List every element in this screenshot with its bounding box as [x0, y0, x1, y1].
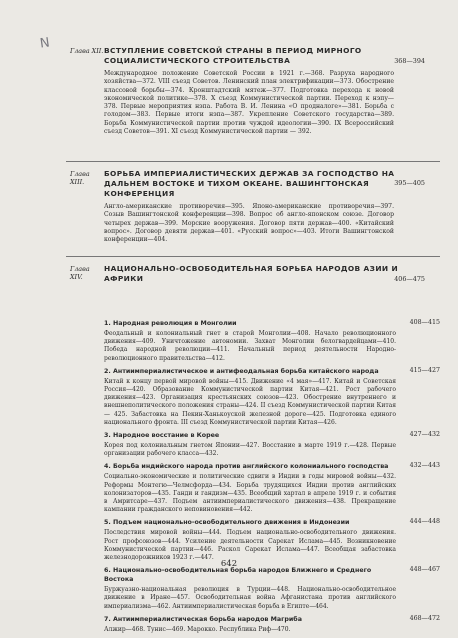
section-summary: Алжир—468. Тунис—469. Марокко. Республика Риф—470. [104, 625, 291, 633]
section-pages: 408—415 [409, 319, 440, 326]
chapter-14 [70, 264, 425, 284]
section-title: 6. Национально-освободительная борьба народов Ближнего и Среднего Востока [104, 567, 372, 584]
section-item [70, 518, 440, 562]
chapter-label: Глава XIV. [70, 265, 90, 281]
section-summary: Последствия мировой войны—444. Подъем национально-освободительного движения. Рост профсоюзов—444. Усиление деятельности Сарекат Ислама—445. Возникновение Коммунистической партии—446. Раскол Сарекат Ислама—447. Всеобщая забастовка железнодорожников 1923 г.—447. [104, 529, 396, 562]
chapter-label: Глава XII. [70, 47, 104, 55]
chapter-12 [70, 46, 425, 136]
section-title: 4. Борьба индийского народа против английского колониального господства [104, 463, 389, 471]
section-summary: Социально-экономические и политические сдвиги в Индии в годы мировой войны—432. Реформы Монтегю—Челмсфорда—434. Борьба трудящихся Индии против английских колонизаторов—435. Ганди и гандизм—435. Всеобщий хартал в апреле 1919 г. и события в Амритсаре—437. Подъем антиимпериалистического движения—438. Прекращение кампании гражданского неповиновения—442. [104, 473, 396, 514]
section-pages: 427—432 [409, 431, 440, 439]
section-title: 1. Народная революция в Монголии [104, 320, 237, 327]
section-title: 3. Народное восстание в Корее [104, 432, 220, 440]
section-summary: Буржуазно-национальная революция в Турции—448. Национально-освободительное движение в Иране—457. Освободительная война Афганистана против английского империализма—462. Антиимпериалистическая борьба в Египте—464. [104, 586, 396, 610]
chapter-label: Глава XIII. [70, 170, 90, 186]
section-title: 5. Подъем национально-освободительного движения в Индонезии [104, 519, 350, 527]
chapter-13 [70, 169, 425, 244]
chapter-title: ВСТУПЛЕНИЕ СОВЕТСКОЙ СТРАНЫ В ПЕРИОД МИРНОГО СОЦИАЛИСТИЧЕСКОГО СТРОИТЕЛЬСТВА [104, 46, 362, 65]
section-pages: 468—472 [409, 614, 440, 622]
page-number: 642 [220, 559, 238, 569]
section-item [70, 566, 440, 611]
chapter-summary: Международное положение Советской России в 1921 г.—368. Разруха народного хозяйства—372. VIII съезд Советов. Ленинский план электрификации—373. Обострение классовой борьбы—374. Кронштадтский мятеж—377. Подготовка перехода к новой экономической политике—378. X съезд Коммунистической партии. Переход к нэпу—378. Первые мероприятия нэпа. Работа В. И. Ленина «О продналоге»—381. Борьба с голодом—383. Первые итоги нэпа—387. Укрепление Советского государства—389. Борьба Коммунистической партии против чуждой идеологии—390. IX Всероссийский съезд Советов—391. XI съезд Коммунистической партии — 392. [104, 70, 394, 136]
chapter-pages: 406—475 [394, 275, 425, 283]
pencil-mark: Ν [39, 35, 51, 52]
divider [66, 161, 440, 162]
section-pages: 444—448 [409, 518, 440, 526]
section-item [70, 462, 440, 514]
section-title: 7. Антиимпериалистическая борьба народов Магриба [104, 615, 302, 623]
section-pages: 415—427 [409, 366, 440, 374]
section-pages: 448—467 [409, 566, 440, 574]
section-pages: 432—443 [409, 462, 440, 470]
chapter-summary: Англо-американские противоречия—395. Японо-американские противоречия—397. Созыв Вашингтонской конференции—398. Вопрос об англо-японском союзе. Договор четырех держав—399. Морские вооружения. Договор пяти держав—400. «Китайский вопрос». Договор девяти держав—401. «Русский вопрос»—403. Итоги Вашингтонской конференции—404. [104, 203, 394, 244]
section-item [70, 615, 440, 634]
divider [66, 256, 440, 257]
section-list [70, 319, 440, 638]
section-item [70, 431, 440, 458]
chapter-title: БОРЬБА ИМПЕРИАЛИСТИЧЕСКИХ ДЕРЖАВ ЗА ГОСПОДСТВО НА ДАЛЬНЕМ ВОСТОКЕ И ТИХОМ ОКЕАНЕ. ВАШИНГТОНСКАЯ КОНФЕРЕНЦИЯ [104, 169, 395, 198]
chapter-title: НАЦИОНАЛЬНО-ОСВОБОДИТЕЛЬНАЯ БОРЬБА НАРОДОВ АЗИИ И АФРИКИ [104, 264, 399, 283]
section-title: 2. Антиимпериалистическое и антифеодальная борьба китайского народа [104, 367, 379, 375]
section-summary: Феодальный и колониальный гнет в старой Монголии—408. Начало революционного движения—409. Уничтожение автономии. Захват Монголии белогвардейцами—410. Победа народной революции—411. Начальный период деятельности Народно-революционного правительства—412. [104, 330, 396, 362]
section-item [70, 319, 440, 363]
section-item [70, 367, 440, 427]
chapter-pages: 395—405 [394, 179, 425, 187]
section-summary: Корея под колониальным гнетом Японии—427. Восстание в марте 1919 г.—428. Первые организации рабочего класса—432. [104, 442, 396, 458]
section-summary: Китай к концу первой мировой войны—415. Движение «4 мая»—417. Китай и Советская Россия—420. Образование Коммунистической партии Китая—421. Рост рабочего движения—423. Организация крестьянских союзов—423. Обострение внутреннего и внешнеполитического положения страны—424. II съезд Коммунистической партии Китая — 425. Забастовка на Пекин-Ханькоуской железной дороге—425. Подготовка единого национального фронта. III съезд Коммунистической партии Китая—426. [104, 377, 396, 426]
chapter-pages: 368—394 [394, 57, 425, 65]
